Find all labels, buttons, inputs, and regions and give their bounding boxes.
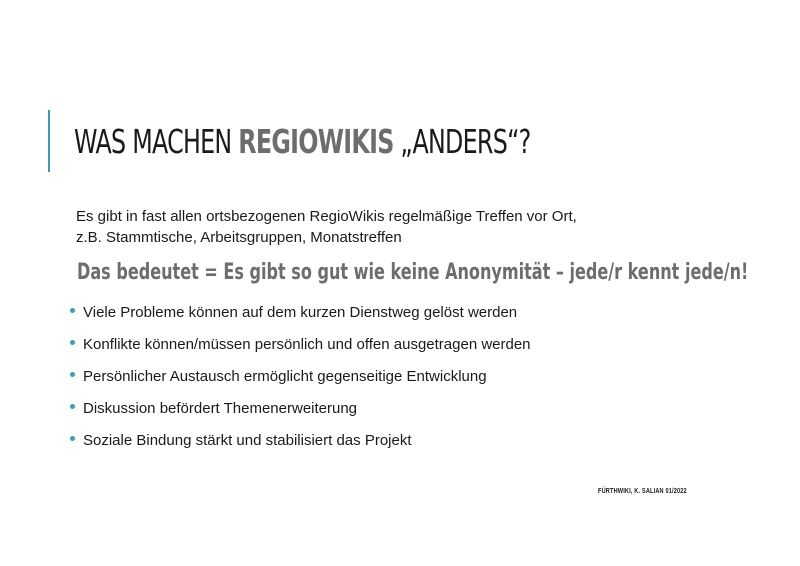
title-highlight: REGIOWIKIS bbox=[238, 122, 394, 161]
bullet-item bbox=[70, 360, 531, 392]
intro-line: z.B. Stammtische, Arbeitsgruppen, Monatstreffen bbox=[76, 229, 402, 246]
bullet-text: Persönlicher Austausch ermöglicht gegenseitige Entwicklung bbox=[83, 367, 487, 385]
slide-footer: FÜRTHWIKI, K. SALIAN 01/2022 bbox=[598, 488, 687, 495]
bullet-dot-icon bbox=[70, 372, 75, 377]
bullet-text: Diskussion befördert Themenerweiterung bbox=[83, 399, 358, 417]
bullet-item bbox=[70, 424, 531, 456]
bullet-item bbox=[70, 328, 531, 360]
bullet-text: Soziale Bindung stärkt und stabilisiert das Projekt bbox=[83, 431, 412, 449]
bullet-list bbox=[70, 296, 531, 456]
emphasis-statement: Das bedeutet = Es gibt so gut wie keine Anonymität – jede/r kennt jede/n! bbox=[77, 260, 749, 285]
bullet-dot-icon bbox=[70, 404, 75, 409]
bullet-dot-icon bbox=[70, 436, 75, 441]
bullet-text: Viele Probleme können auf dem kurzen Dienstweg gelöst werden bbox=[83, 303, 518, 321]
bullet-dot-icon bbox=[70, 308, 75, 313]
title-suffix: „ANDERS“? bbox=[400, 122, 531, 161]
bullet-text: Konflikte können/müssen persönlich und offen ausgetragen werden bbox=[83, 335, 531, 353]
slide-title bbox=[74, 122, 531, 162]
bullet-item bbox=[70, 392, 531, 424]
title-prefix: WAS MACHEN bbox=[74, 122, 232, 161]
bullet-item bbox=[70, 296, 531, 328]
intro-line: Es gibt in fast allen ortsbezogenen RegioWikis regelmäßige Treffen vor Ort, bbox=[76, 208, 577, 225]
bullet-dot-icon bbox=[70, 340, 75, 345]
title-accent-bar bbox=[48, 110, 50, 172]
intro-text bbox=[76, 206, 676, 248]
